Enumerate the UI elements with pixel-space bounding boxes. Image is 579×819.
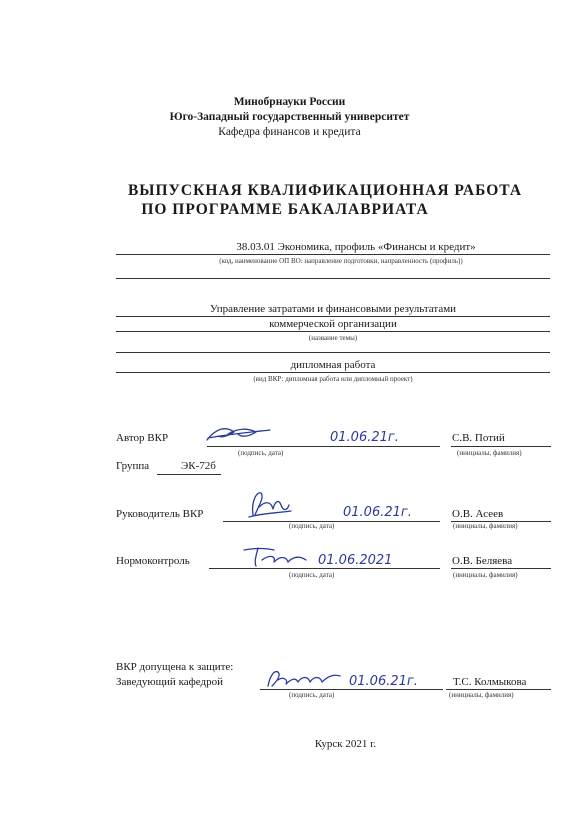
admission-name-line (446, 689, 551, 690)
normcontrol-name: О.В. Беляева (452, 555, 513, 567)
author-date: 01.06.21г. (330, 430, 399, 445)
author-sig-caption: (подпись, дата) (238, 449, 284, 457)
title-line-1: ВЫПУСКНАЯ КВАЛИФИКАЦИОННАЯ РАБОТА (127, 182, 523, 199)
work-type-caption: (вид ВКР: дипломная работа или дипломный проект) (253, 375, 413, 383)
author-name: С.В. Потий (452, 432, 505, 444)
topic-line-1: Управление затратами и финансовыми результатами (209, 303, 457, 315)
normcontrol-name-caption: (инициалы, фамилия) (453, 571, 518, 579)
group-underline (157, 474, 221, 475)
author-label: Автор ВКР (116, 432, 169, 444)
topic-underline-1 (116, 316, 550, 317)
head-name: Т.С. Колмыкова (453, 676, 527, 688)
program-extra-line (116, 278, 550, 279)
author-name-line (451, 446, 551, 447)
group-label: Группа (116, 460, 150, 472)
normcontrol-signature (240, 544, 310, 570)
author-signature (204, 422, 274, 446)
normcontrol-label: Нормоконтроль (116, 555, 190, 567)
head-signature (264, 666, 344, 690)
ministry: Минобрнауки России (233, 96, 346, 108)
program-caption: (код, наименование ОП ВО: направление подготовки, направленность (профиль)) (219, 257, 463, 265)
program-value: 38.03.01 Экономика, профиль «Финансы и кредит» (236, 241, 476, 253)
head-of-department-label: Заведующий кафедрой (116, 676, 223, 688)
program-underline (116, 254, 550, 255)
supervisor-signature (245, 487, 295, 523)
author-signature-line (207, 446, 440, 447)
group-value: ЭК-72б (181, 460, 216, 472)
topic-caption: (название темы) (308, 334, 358, 342)
head-name-caption: (инициалы, фамилия) (449, 691, 514, 699)
admission-date: 01.06.21г. (349, 674, 418, 689)
work-type-underline (116, 372, 550, 373)
normcontrol-date: 01.06.2021 (318, 553, 393, 568)
normcontrol-sig-caption: (подпись, дата) (289, 571, 335, 579)
work-type-value: дипломная работа (290, 359, 376, 371)
topic-extra-line (116, 352, 550, 353)
admission-label: ВКР допущена к защите: (116, 661, 234, 673)
supervisor-sig-caption: (подпись, дата) (289, 522, 335, 530)
supervisor-name-caption: (инициалы, фамилия) (453, 522, 518, 530)
department: Кафедра финансов и кредита (218, 126, 361, 138)
topic-line-2: коммерческой организации (269, 318, 397, 330)
title-line-2: ПО ПРОГРАММЕ БАКАЛАВРИАТА (141, 201, 429, 218)
normcontrol-name-line (451, 568, 551, 569)
supervisor-date: 01.06.21г. (343, 505, 412, 520)
university: Юго-Западный государственный университет (169, 111, 410, 123)
author-name-caption: (инициалы, фамилия) (457, 449, 522, 457)
topic-underline-2 (116, 331, 550, 332)
supervisor-name: О.В. Асеев (452, 508, 504, 520)
admission-sig-caption: (подпись, дата) (289, 691, 335, 699)
city-year: Курск 2021 г. (314, 738, 377, 750)
supervisor-label: Руководитель ВКР (116, 508, 204, 520)
